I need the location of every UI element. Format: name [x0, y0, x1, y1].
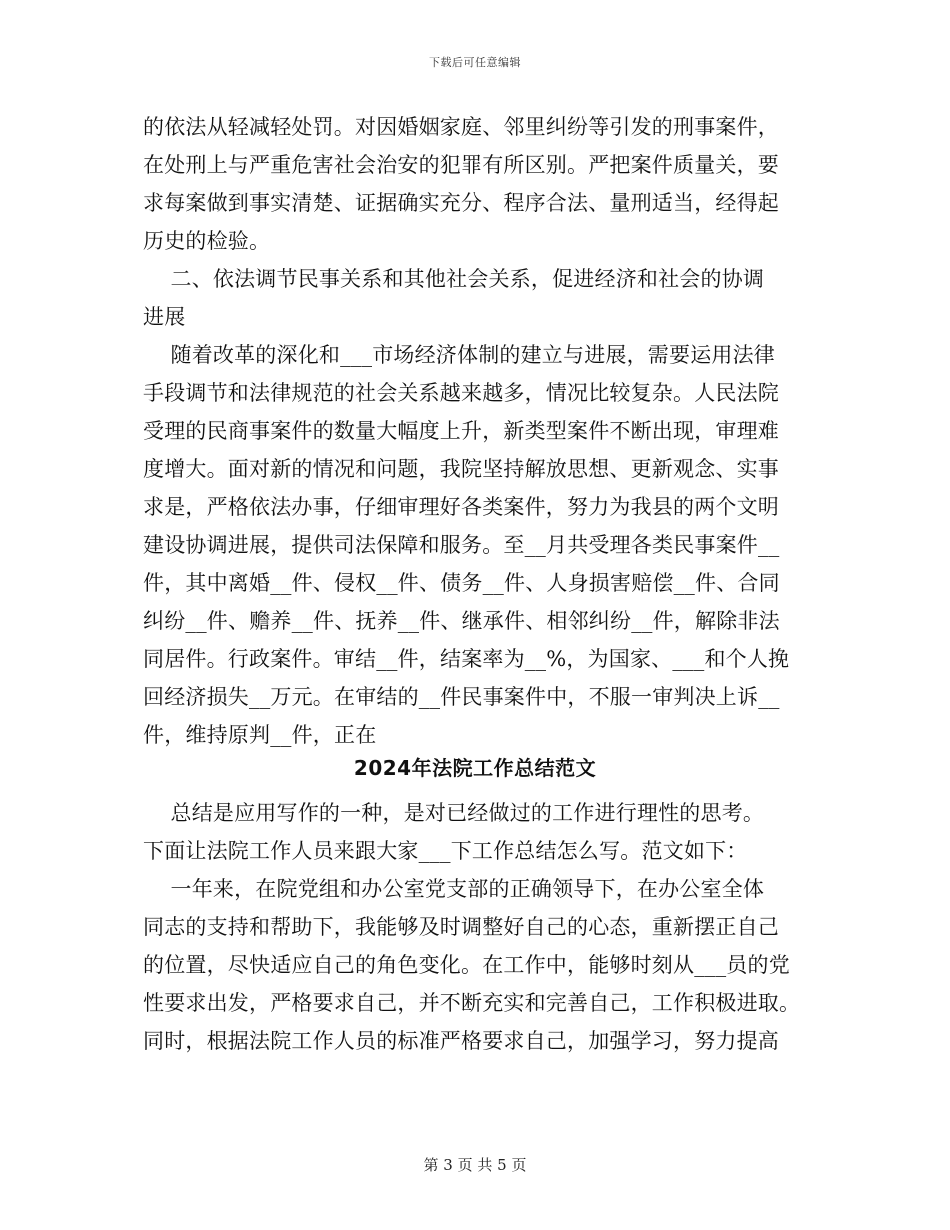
text-line: 求是，严格依法办事，仔细审理好各类案件，努力为我县的两个文明 [143, 495, 779, 519]
text-line: 受理的民商事案件的数量大幅度上升，新类型案件不断出现，审理难 [143, 419, 779, 443]
body-section-1 [143, 108, 811, 754]
text-line: 二、依法调节民事关系和其他社会关系，促进经济和社会的协调 [143, 267, 765, 291]
text-line: 同志的支持和帮助下，我能够及时调整好自己的心态，重新摆正自己 [143, 915, 779, 939]
text-line: 同居件。行政案件。审结__件，结案率为__%，为国家、___和个人挽 [143, 647, 790, 671]
text-line: 一年来，在院党组和办公室党支部的正确领导下，在办公室全体 [143, 877, 765, 901]
text-line: 随着改革的深化和___市场经济体制的建立与进展，需要运用法律 [143, 343, 775, 367]
body-section-2 [143, 794, 811, 1060]
page-number: 第 3 页 共 5 页 [423, 1156, 527, 1174]
text-line: 同时，根据法院工作人员的标准严格要求自己，加强学习，努力提高 [143, 1029, 779, 1053]
text-line: 建设协调进展，提供司法保障和服务。至__月共受理各类民事案件__ [143, 533, 780, 557]
page-header: 下载后可任意编辑 [429, 56, 521, 69]
text-line: 性要求出发，严格要求自己，并不断充实和完善自己，工作积极进取。 [143, 991, 801, 1015]
text-line: 求每案做到事实清楚、证据确实充分、程序合法、量刑适当，经得起 [143, 191, 779, 215]
text-line: 纠纷__件、赡养__件、抚养__件、继承件、相邻纠纷__件，解除非法 [143, 609, 780, 633]
text-line: 总结是应用写作的一种，是对已经做过的工作进行理性的思考。 [143, 801, 765, 825]
text-line: 度增大。面对新的情况和问题，我院坚持解放思想、更新观念、实事 [143, 457, 779, 481]
text-line: 手段调节和法律规范的社会关系越来越多，情况比较复杂。人民法院 [143, 381, 779, 405]
text-line: 的位置，尽快适应自己的角色变化。在工作中，能够时刻从___员的党 [143, 953, 790, 977]
text-line: 下面让法院工作人员来跟大家___下工作总结怎么写。范文如下： [143, 839, 748, 863]
text-line: 在处刑上与严重危害社会治安的犯罪有所区别。严把案件质量关，要 [143, 153, 779, 177]
text-line: 回经济损失__万元。在审结的__件民事案件中，不服一审判决上诉__ [143, 685, 780, 709]
text-line: 件，维持原判__件，正在 [143, 723, 377, 747]
text-line: 的依法从轻减轻处罚。对因婚姻家庭、邻里纠纷等引发的刑事案件， [143, 115, 779, 139]
text-line: 件，其中离婚__件、侵权__件、债务__件、人身损害赔偿__件、合同 [143, 571, 780, 595]
document-title: 2024年法院工作总结范文 [353, 756, 597, 780]
text-line: 进展 [143, 305, 186, 329]
text-line: 历史的检验。 [143, 229, 271, 253]
